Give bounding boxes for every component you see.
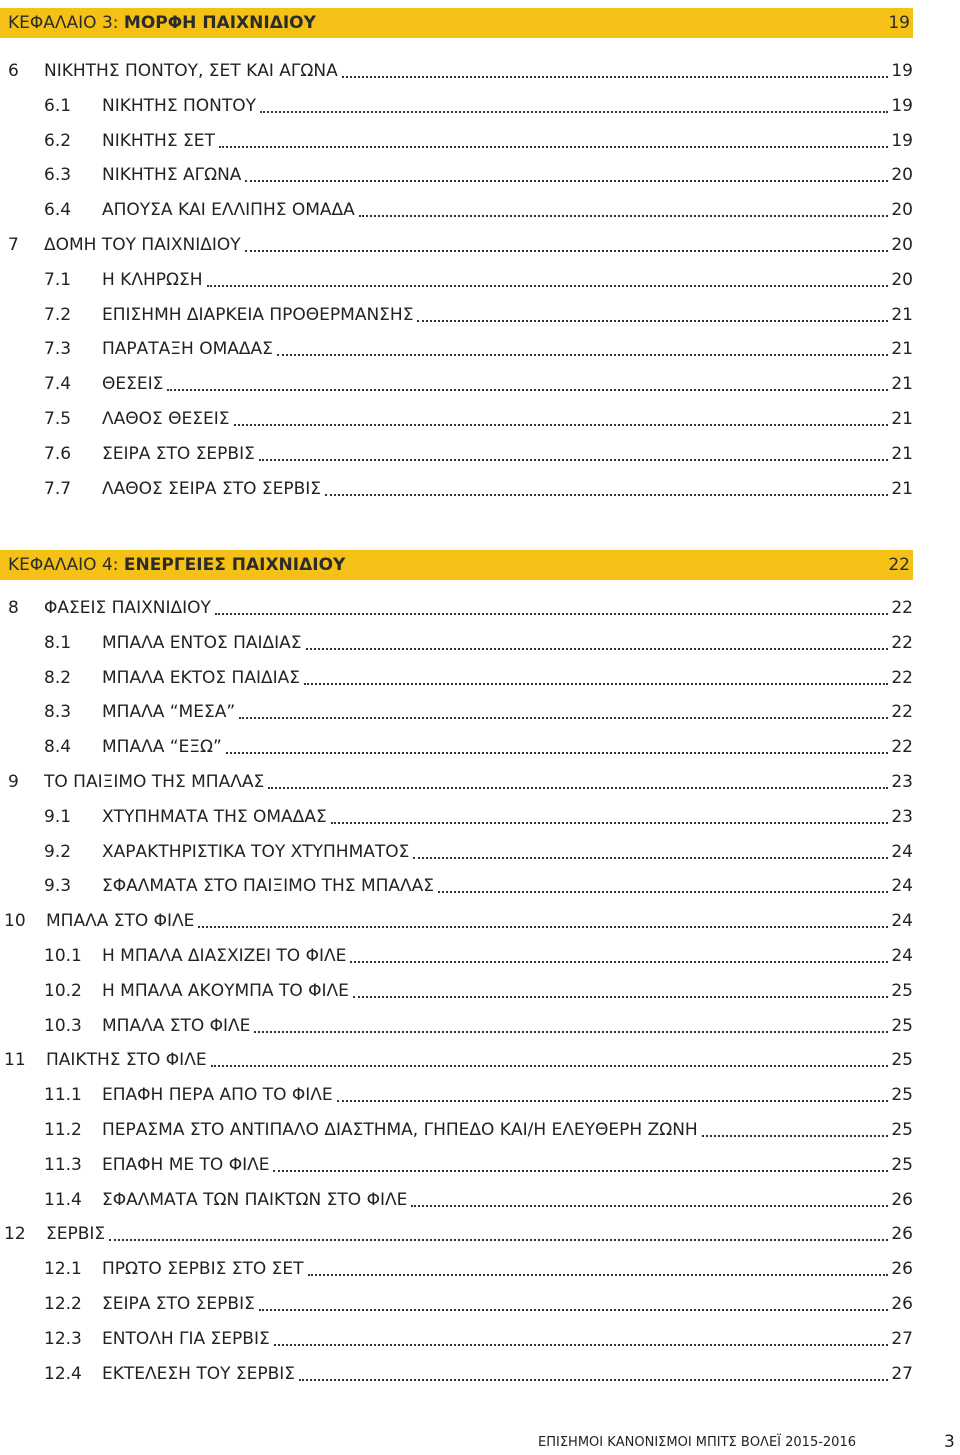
toc-entry-line [102,94,913,118]
toc-entry-line [102,700,913,724]
toc-entry-line [46,909,913,933]
toc-entry-line [102,1257,913,1281]
toc-entry-page-number: 24 [891,946,913,966]
toc-entry-page-number: 27 [891,1363,913,1384]
toc-entry[interactable] [0,1153,913,1177]
toc-entry-page-number: 22 [891,702,913,723]
toc-entry-line [102,372,913,396]
toc-entry-page-number: 21 [891,304,913,325]
toc-entry-number: 6.4 [44,200,72,221]
toc-entry-title: ΛΑΘΟΣ ΘΕΣΕΙΣ [102,409,230,429]
toc-entry-title: ΣΦΑΛΜΑΤΑ ΣΤΟ ΠΑΙΞΙΜΟ ΤΗΣ ΜΠΑΛΑΣ [102,876,435,897]
chapter-page-number: 22 [888,555,910,575]
toc-entry-line [102,129,913,153]
toc-entry-number: 7.1 [44,269,72,290]
toc-entry-page-number: 19 [891,130,913,151]
toc-entry[interactable] [0,337,913,361]
toc-entry-page-number: 27 [891,1328,913,1349]
toc-entry[interactable] [0,198,913,222]
dot-leader [359,215,889,217]
toc-entry-title: ΠΡΩΤΟ ΣΕΡΒΙΣ ΣΤΟ ΣΕΤ [102,1259,304,1280]
toc-entry-page-number: 20 [891,235,913,255]
dot-leader [245,180,888,182]
toc-entry-title: ΕΝΤΟΛΗ ΓΙΑ ΣΕΡΒΙΣ [102,1328,270,1349]
toc-entry-title: ΜΠΑΛΑ ΣΤΟ ΦΙΛΕ [102,1015,251,1036]
toc-entry-page-number: 20 [891,269,913,290]
toc-entry-title: ΝΙΚΗΤΗΣ ΣΕΤ [102,130,215,151]
chapter-label: ΚΕΦΑΛΑΙΟ 4: [8,555,124,575]
toc-entry[interactable] [0,268,913,292]
dot-leader [259,1309,889,1311]
toc-entry-title: ΣΕΙΡΑ ΣΤΟ ΣΕΡΒΙΣ [102,443,255,464]
toc-entry-page-number: 20 [891,165,913,186]
toc-entry-number: 11.3 [44,1154,82,1175]
toc-entry[interactable] [0,1014,913,1038]
toc-entry-line [102,477,913,501]
toc-entry-number: 7.5 [44,409,72,429]
toc-entry-page-number: 19 [891,95,913,116]
toc-entry-line [102,198,913,222]
toc-entry-number: 7.6 [44,443,72,464]
toc-entry-number: 11.4 [44,1189,82,1210]
toc-entry-page-number: 22 [891,632,913,653]
toc-entry[interactable] [0,477,913,501]
dot-leader [337,1100,889,1102]
dot-leader [254,1031,888,1033]
toc-entry-page-number: 24 [891,876,913,897]
toc-entry-line [102,1327,913,1351]
toc-entry[interactable] [0,770,913,794]
toc-entry[interactable] [0,233,913,257]
toc-entry-number: 8.3 [44,702,72,723]
toc-entry-line [102,337,913,361]
toc-entry-number: 7.2 [44,304,72,325]
toc-entry-number: 7.4 [44,374,72,395]
toc-entry-page-number: 26 [891,1224,913,1245]
chapter-title [8,550,345,580]
toc-entry[interactable] [0,979,913,1003]
dot-leader [207,285,889,287]
toc-entry-line [46,1048,913,1072]
dot-leader [417,320,888,322]
toc-entry[interactable] [0,94,913,118]
footer-page-number: 3 [944,1432,955,1452]
dot-leader [260,111,888,113]
dot-leader [219,146,889,148]
toc-entry-title: ΣΕΡΒΙΣ [46,1224,106,1245]
chapter-page-number: 19 [888,13,910,33]
toc-entry-page-number: 21 [891,409,913,429]
toc-entry-title: ΑΠΟΥΣΑ ΚΑΙ ΕΛΛΙΠΗΣ ΟΜΑΔΑ [102,200,355,221]
toc-entry-title: ΔΟΜΗ ΤΟΥ ΠΑΙΧΝΙΔΙΟΥ [44,235,241,255]
chapter-name: ΕΝΕΡΓΕΙΕΣ ΠΑΙΧΝΙΔΙΟΥ [123,555,346,575]
dot-leader [702,1135,889,1137]
toc-entry-page-number: 21 [891,339,913,360]
toc-entry-title: ΜΠΑΛΑ ΕΝΤΟΣ ΠΑΙΔΙΑΣ [102,632,302,653]
dot-leader [413,857,888,859]
toc-entry[interactable] [0,1188,913,1212]
toc-entry-page-number: 26 [891,1259,913,1280]
toc-entry-page-number: 25 [891,1154,913,1175]
toc-entry-number: 8.1 [44,632,72,653]
toc-entry[interactable] [0,1257,913,1281]
toc-entry-line [46,1222,913,1246]
toc-entry-number: 6.2 [44,130,72,151]
dot-leader [299,1379,888,1381]
toc-entry-line [44,596,913,620]
toc-entry-line [44,59,913,83]
toc-entry-page-number: 21 [891,374,913,395]
toc-entry[interactable] [0,874,913,898]
toc-entry-title: ΛΑΘΟΣ ΣΕΙΡΑ ΣΤΟ ΣΕΡΒΙΣ [102,478,322,499]
toc-entry-number: 12.4 [44,1363,82,1384]
toc-entry-number: 12.3 [44,1328,82,1349]
toc-entry-title: ΜΠΑΛΑ ΣΤΟ ΦΙΛΕ [46,911,195,932]
dot-leader [411,1205,888,1207]
toc-entry-page-number: 26 [891,1294,913,1314]
toc-entry[interactable] [0,129,913,153]
toc-entry[interactable] [0,59,913,83]
toc-entry-number: 12 [4,1224,26,1245]
toc-entry-title: ΜΠΑΛΑ “ΜΕΣΑ” [102,702,236,723]
toc-entry-page-number: 24 [891,841,913,862]
toc-entry-number: 9.3 [44,876,72,897]
toc-entry-line [102,1292,913,1316]
dot-leader [350,961,888,963]
chapter-header [0,8,913,38]
toc-entry[interactable] [0,909,913,933]
toc-entry-page-number: 22 [891,737,913,758]
toc-entry-title: ΜΠΑΛΑ “ΕΞΩ” [102,737,222,758]
dot-leader [306,648,889,650]
toc-entry-title: ΣΕΙΡΑ ΣΤΟ ΣΕΡΒΙΣ [102,1294,255,1314]
toc-entry-page-number: 19 [891,61,913,81]
toc-entry-title: ΠΕΡΑΣΜΑ ΣΤΟ ΑΝΤΙΠΑΛΟ ΔΙΑΣΤΗΜΑ, ΓΗΠΕΔΟ ΚΑΙ/Η ΕΛΕΥΘΕΡΗ ΖΩΝΗ [102,1120,698,1140]
footer-title: ΕΠΙΣΗΜΟΙ ΚΑΝΟΝΙΣΜΟΙ ΜΠΙΤΣ ΒΟΛΕΪ 2015-2016 [538,1435,856,1450]
toc-entry-page-number: 22 [891,598,913,618]
toc-entry[interactable] [0,303,913,327]
toc-entry-line [102,163,913,187]
toc-entry-title: ΠΑΙΚΤΗΣ ΣΤΟ ΦΙΛΕ [46,1050,207,1071]
toc-entry-line [102,840,913,864]
toc-entry-number: 12.2 [44,1294,82,1314]
toc-entry-line [102,735,913,759]
toc-entry-number: 7.7 [44,478,72,499]
toc-entry-line [102,666,913,690]
toc-entry-title: ΤΟ ΠΑΙΞΙΜΟ ΤΗΣ ΜΠΑΛΑΣ [44,772,265,792]
dot-leader [109,1239,888,1241]
toc-entry-page-number: 26 [891,1189,913,1210]
dot-leader [198,926,888,928]
toc-entry-number: 9 [8,772,19,792]
dot-leader [167,389,888,391]
dot-leader [273,1170,888,1172]
toc-entry-title: ΝΙΚΗΤΗΣ ΠΟΝΤΟΥ [102,95,257,116]
toc-entry[interactable] [0,1362,913,1386]
toc-entry-title: ΣΦΑΛΜΑΤΑ ΤΩΝ ΠΑΙΚΤΩΝ ΣΤΟ ΦΙΛΕ [102,1189,408,1210]
dot-leader [277,354,888,356]
toc-entry-title: ΕΠΑΦΗ ΠΕΡΑ ΑΠΟ ΤΟ ΦΙΛΕ [102,1085,333,1106]
toc-entry[interactable] [0,163,913,187]
toc-entry-number: 9.1 [44,806,72,827]
toc-entry[interactable] [0,1118,913,1142]
toc-entry-number: 6 [8,61,19,81]
dot-leader [245,250,889,252]
dot-leader [239,717,888,719]
toc-entry-title: Η ΜΠΑΛΑ ΑΚΟΥΜΠΑ ΤΟ ΦΙΛΕ [102,980,349,1001]
toc-entry-title: ΘΕΣΕΙΣ [102,374,164,395]
toc-entry-title: ΝΙΚΗΤΗΣ ΑΓΩΝΑ [102,165,242,186]
toc-entry-number: 8 [8,598,19,618]
toc-entry-number: 10.1 [44,946,82,966]
toc-entry-page-number: 25 [891,980,913,1001]
toc-entry-number: 11 [4,1050,26,1071]
toc-entry-page-number: 25 [891,1085,913,1106]
toc-entry[interactable] [0,840,913,864]
toc-entry-title: ΜΠΑΛΑ ΕΚΤΟΣ ΠΑΙΔΙΑΣ [102,667,300,688]
toc-entry-line [102,944,913,968]
toc-entry-number: 10.3 [44,1015,82,1036]
toc-entry[interactable] [0,700,913,724]
toc-entry[interactable] [0,442,913,466]
toc-entry-page-number: 23 [891,806,913,827]
dot-leader [215,613,888,615]
dot-leader [259,459,889,461]
toc-entry-number: 8.4 [44,737,72,758]
toc-entry-number: 8.2 [44,667,72,688]
toc-entry-page-number: 24 [891,911,913,932]
toc-entry-title: ΕΠΙΣΗΜΗ ΔΙΑΡΚΕΙΑ ΠΡΟΘΕΡΜΑΝΣΗΣ [102,304,414,325]
toc-entry-number: 10.2 [44,980,82,1001]
toc-entry-line [102,631,913,655]
toc-entry-number: 11.2 [44,1120,82,1140]
toc-entry-line [102,407,913,431]
toc-entry-page-number: 22 [891,667,913,688]
toc-entry-number: 9.2 [44,841,72,862]
toc-entry-page-number: 21 [891,443,913,464]
toc-entry-line [102,268,913,292]
toc-entry-line [102,1153,913,1177]
toc-entry-page-number: 23 [891,772,913,792]
toc-entry[interactable] [0,1222,913,1246]
toc-entry-page-number: 25 [891,1015,913,1036]
toc-entry-number: 6.3 [44,165,72,186]
toc-entry-number: 11.1 [44,1085,82,1106]
toc-entry[interactable] [0,944,913,968]
chapter-title [8,8,316,38]
toc-entry-number: 6.1 [44,95,72,116]
chapter-name: ΜΟΡΦΗ ΠΑΙΧΝΙΔΙΟΥ [123,13,316,33]
toc-entry-line [102,1014,913,1038]
toc-entry-number: 7.3 [44,339,72,360]
toc-entry[interactable] [0,407,913,431]
toc-entry-line [102,1188,913,1212]
toc-entry-line [102,1118,913,1142]
toc-entry-line [102,442,913,466]
chapter-header [0,550,913,580]
toc-entry-title: ΧΑΡΑΚΤΗΡΙΣΤΙΚΑ ΤΟΥ ΧΤΥΠΗΜΑΤΟΣ [102,841,410,862]
dot-leader [308,1274,889,1276]
toc-entry[interactable] [0,372,913,396]
dot-leader [353,996,888,998]
toc-entry-title: ΧΤΥΠΗΜΑΤΑ ΤΗΣ ΟΜΑΔΑΣ [102,806,327,827]
toc-entry-title: ΠΑΡΑΤΑΞΗ ΟΜΑΔΑΣ [102,339,273,360]
toc-entry-page-number: 20 [891,200,913,221]
toc-entry[interactable] [0,735,913,759]
dot-leader [438,891,888,893]
dot-leader [325,494,888,496]
toc-entry-line [44,233,913,257]
toc-entry[interactable] [0,1083,913,1107]
toc-entry-line [102,874,913,898]
toc-entry-line [102,303,913,327]
toc-entry-number: 10 [4,911,26,932]
toc-entry-page-number: 21 [891,478,913,499]
toc-entry[interactable] [0,596,913,620]
toc-entry-line [102,1362,913,1386]
toc-entry-title: ΝΙΚΗΤΗΣ ΠΟΝΤΟΥ, ΣΕΤ ΚΑΙ ΑΓΩΝΑ [44,61,338,81]
toc-entry[interactable] [0,1292,913,1316]
dot-leader [331,822,889,824]
toc-entry-line [102,1083,913,1107]
dot-leader [304,683,888,685]
toc-entry-number: 7 [8,235,19,255]
toc-entry-title: Η ΜΠΑΛΑ ΔΙΑΣΧΙΖΕΙ ΤΟ ΦΙΛΕ [102,946,347,966]
toc-entry-number: 12.1 [44,1259,82,1280]
toc-entry[interactable] [0,1327,913,1351]
dot-leader [211,1065,889,1067]
dot-leader [342,76,889,78]
toc-entry-title: ΕΠΑΦΗ ΜΕ ΤΟ ΦΙΛΕ [102,1154,270,1175]
toc-entry-line [102,805,913,829]
toc-entry-page-number: 25 [891,1050,913,1071]
toc-entry-title: ΕΚΤΕΛΕΣΗ ΤΟΥ ΣΕΡΒΙΣ [102,1363,296,1384]
toc-entry-page-number: 25 [891,1120,913,1140]
toc-entry[interactable] [0,805,913,829]
dot-leader [268,787,888,789]
toc-entry[interactable] [0,666,913,690]
toc-entry-line [102,979,913,1003]
toc-entry-title: Η ΚΛΗΡΩΣΗ [102,269,203,290]
chapter-label: ΚΕΦΑΛΑΙΟ 3: [8,13,124,33]
dot-leader [226,752,889,754]
toc-entry[interactable] [0,631,913,655]
dot-leader [234,424,889,426]
toc-entry[interactable] [0,1048,913,1072]
toc-entry-title: ΦΑΣΕΙΣ ΠΑΙΧΝΙΔΙΟΥ [44,598,211,618]
toc-entry-line [44,770,913,794]
dot-leader [274,1344,889,1346]
